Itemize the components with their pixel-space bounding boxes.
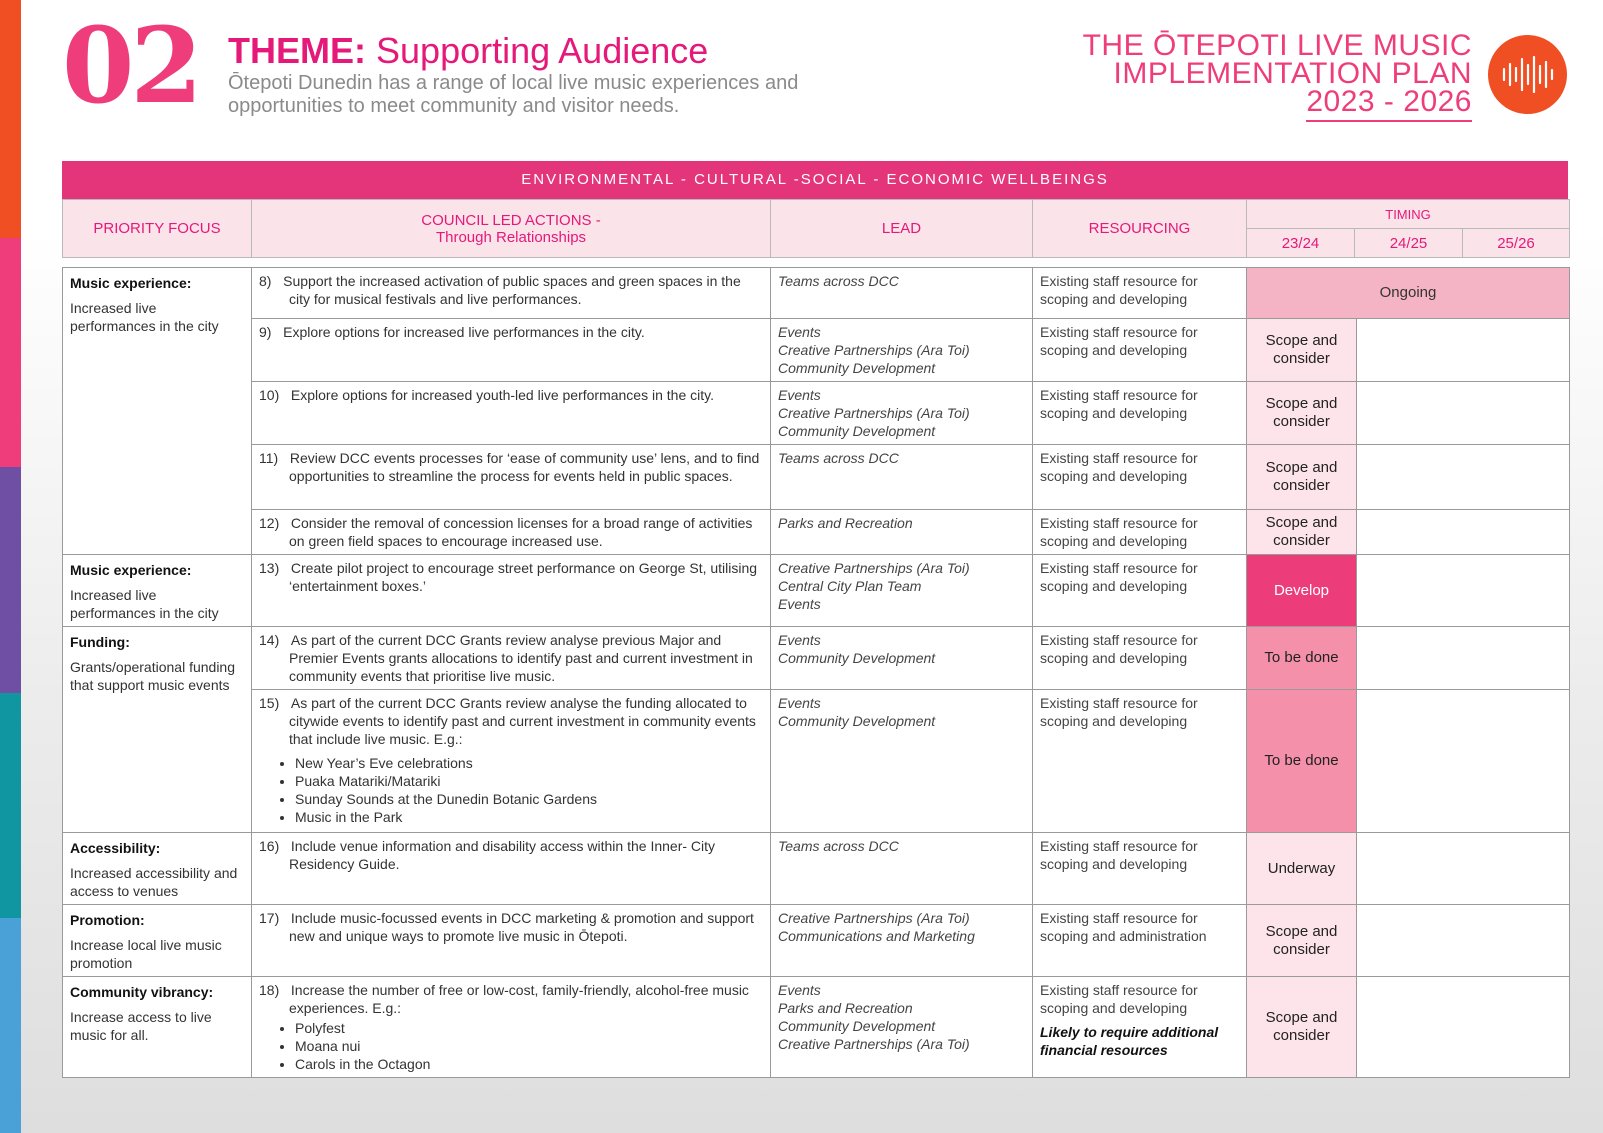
action-cell [252,555,771,627]
timing-status-ongoing: Ongoing [1247,268,1570,319]
wellbeings-banner: ENVIRONMENTAL - CULTURAL -SOCIAL - ECONOMIC WELLBEINGS [62,161,1568,199]
priority-cell [63,268,252,555]
header-timing: TIMING [1247,200,1570,229]
table-row [63,382,1570,445]
side-stripe [0,693,21,918]
lead-cell [771,445,1033,510]
resourcing-cell: Existing staff resource for scoping and developing [1033,555,1247,627]
action-cell [252,382,771,445]
lead-cell [771,268,1033,319]
list-item: • Puaka Matariki/Matariki [295,772,763,790]
lead-cell [771,690,1033,833]
lead-item: Creative Partnerships (Ara Toi) [778,910,970,926]
header-resourcing: RESOURCING [1033,200,1247,258]
header-priority-focus: PRIORITY FOCUS [63,200,252,258]
side-stripe [0,0,21,238]
table-row [63,268,1570,319]
action-cell [252,977,771,1078]
action-text: Include venue information and disability access within the Inner- City Residency Guide. [289,838,716,872]
lead-item: Events [778,596,821,612]
timing-empty [1357,833,1570,905]
example-list [281,1019,763,1073]
list-item: • Carols in the Octagon [295,1055,763,1073]
plan-title [1082,29,1472,122]
side-stripe [0,238,21,467]
lead-item: Events [778,695,821,711]
plan-title-line: IMPLEMENTATION PLAN [1113,57,1472,90]
priority-description: Grants/operational funding that support music events [70,659,235,693]
timing-empty [1357,627,1570,690]
resourcing-cell [1033,977,1247,1078]
lead-item: Community Development [778,360,936,376]
lead-cell [771,382,1033,445]
theme-number: 02 [62,4,199,127]
lead-cell [771,627,1033,690]
timing-status: Scope and consider [1247,510,1357,555]
lead-item: Creative Partnerships (Ara Toi) [778,342,970,358]
action-text: As part of the current DCC Grants review analyse previous Major and Premier Events grants allocations to identify past and current investment in community events that prioritise live music. [289,632,753,684]
table-row [63,905,1570,977]
lead-item: Community Development [778,423,936,439]
table-row [63,445,1570,510]
header-year: 25/26 [1463,229,1570,258]
table-row [63,833,1570,905]
resourcing-cell: Existing staff resource for scoping and developing [1033,510,1247,555]
resourcing-cell: Existing staff resource for scoping and developing [1033,382,1247,445]
priority-description: Increase local live music promotion [70,937,222,971]
column-header-table [62,199,1570,258]
list-item: • Sunday Sounds at the Dunedin Botanic Gardens [295,790,763,808]
timing-empty [1357,690,1570,833]
action-text: Increase the number of free or low-cost, family-friendly, alcohol-free music experiences. E.g.: [289,982,749,1016]
header-year: 23/24 [1247,229,1355,258]
table-row [63,555,1570,627]
lead-cell [771,905,1033,977]
resourcing-cell: Existing staff resource for scoping and administration [1033,905,1247,977]
timing-empty [1357,382,1570,445]
timing-empty [1357,445,1570,510]
action-cell [252,510,771,555]
action-text: Review DCC events processes for ‘ease of community use’ lens, and to find opportunities to streamline the process for events held in public spaces. [289,450,760,484]
lead-cell [771,555,1033,627]
timing-empty [1357,555,1570,627]
priority-description: Increased accessibility and access to venues [70,865,238,899]
action-number: 14) [259,632,280,648]
action-cell [252,445,771,510]
resourcing-cell: Existing staff resource for scoping and developing [1033,445,1247,510]
resourcing-cell: Existing staff resource for scoping and developing [1033,268,1247,319]
action-cell [252,627,771,690]
priority-cell [63,627,252,833]
priority-title: Music experience: [70,562,192,578]
lead-item: Creative Partnerships (Ara Toi) [778,1036,970,1052]
timing-status: Scope and consider [1247,977,1357,1078]
priority-description: Increase access to live music for all. [70,1009,212,1043]
timing-empty [1357,319,1570,382]
timing-empty [1357,905,1570,977]
lead-item: Communications and Marketing [778,928,975,944]
resourcing-cell: Existing staff resource for scoping and developing [1033,833,1247,905]
list-item: • Music in the Park [295,808,763,826]
table-row [63,510,1570,555]
lead-item: Community Development [778,650,936,666]
action-number: 9) [259,324,272,340]
lead-cell [771,319,1033,382]
action-number: 17) [259,910,280,926]
lead-item: Parks and Recreation [778,515,913,531]
lead-item: Parks and Recreation [778,1000,913,1016]
lead-item: Events [778,387,821,403]
priority-description: Increased live performances in the city [70,300,219,334]
action-number: 18) [259,982,280,998]
priority-description: Increased live performances in the city [70,587,219,621]
action-text: Consider the removal of concession licenses for a broad range of activities on green field spaces to encourage increased use. [289,515,753,549]
priority-cell [63,905,252,977]
header-council-actions [252,200,771,258]
action-cell [252,268,771,319]
resourcing-note: Likely to require additional financial resources [1040,1024,1219,1058]
lead-cell [771,977,1033,1078]
action-number: 13) [259,560,280,576]
action-text: Include music-focussed events in DCC marketing & promotion and support new and unique ways to promote live music in Ōtepoti. [289,910,754,944]
action-number: 10) [259,387,280,403]
action-text: As part of the current DCC Grants review analyse the funding allocated to citywide events to identify past and current investment in community events that include live music. E.g.: [289,695,756,747]
action-text: Support the increased activation of public spaces and green spaces in the city for musical festivals and live performances. [283,273,741,307]
lead-item: Events [778,324,821,340]
lead-item: Teams across DCC [778,838,899,854]
action-text: Explore options for increased youth-led live performances in the city. [290,387,714,403]
soundwave-icon [1488,35,1567,114]
header-year: 24/25 [1355,229,1463,258]
priority-cell [63,555,252,627]
action-cell [252,690,771,833]
lead-item: Teams across DCC [778,273,899,289]
timing-status: To be done [1247,627,1357,690]
header-lead: LEAD [771,200,1033,258]
action-cell [252,905,771,977]
plan-title-line: THE ŌTEPOTI LIVE MUSIC [1082,29,1472,62]
timing-status: Underway [1247,833,1357,905]
timing-empty [1357,510,1570,555]
table-row [63,977,1570,1078]
priority-cell [63,833,252,905]
timing-status-develop: Develop [1247,555,1357,627]
lead-cell [771,833,1033,905]
theme-heading [228,30,708,72]
lead-item: Community Development [778,1018,936,1034]
lead-item: Central City Plan Team [778,578,922,594]
example-list [281,754,763,826]
resourcing-cell: Existing staff resource for scoping and developing [1033,319,1247,382]
resourcing-text: Existing staff resource for scoping and developing [1040,982,1198,1016]
table-row [63,627,1570,690]
lead-item: Events [778,982,821,998]
action-cell [252,319,771,382]
action-text: Explore options for increased live performances in the city. [283,324,645,340]
plan-title-years: 2023 - 2026 [1306,88,1472,122]
lead-item: Community Development [778,713,936,729]
timing-status: Scope and consider [1247,319,1357,382]
theme-label: THEME: [228,30,366,71]
header-actions-line: COUNCIL LED ACTIONS - [421,211,601,229]
table-row [63,319,1570,382]
action-cell [252,833,771,905]
priority-title: Promotion: [70,912,145,928]
priority-title: Community vibrancy: [70,984,214,1000]
action-number: 12) [259,515,280,531]
table-row [63,690,1570,833]
list-item: • Polyfest [295,1019,763,1037]
resourcing-cell: Existing staff resource for scoping and developing [1033,627,1247,690]
actions-table [62,267,1570,1078]
priority-title: Funding: [70,634,130,650]
action-number: 15) [259,695,280,711]
resourcing-cell: Existing staff resource for scoping and developing [1033,690,1247,833]
timing-status: Scope and consider [1247,382,1357,445]
timing-empty [1357,977,1570,1078]
lead-item: Creative Partnerships (Ara Toi) [778,405,970,421]
lead-item: Teams across DCC [778,450,899,466]
action-number: 8) [259,273,272,289]
action-number: 16) [259,838,280,854]
header-actions-line: Through Relationships [435,228,587,246]
lead-cell [771,510,1033,555]
lead-item: Events [778,632,821,648]
timing-status: Scope and consider [1247,905,1357,977]
action-text: Create pilot project to encourage street performance on George St, utilising ‘entertainment boxes.’ [289,560,758,594]
side-stripe [0,467,21,693]
priority-title: Music experience: [70,275,192,291]
priority-title: Accessibility: [70,840,161,856]
theme-title: Supporting Audience [376,30,709,71]
action-number: 11) [259,450,279,466]
lead-item: Creative Partnerships (Ara Toi) [778,560,970,576]
side-stripe [0,918,21,1133]
timing-status: Scope and consider [1247,445,1357,510]
timing-status: To be done [1247,690,1357,833]
list-item: • Moana nui [295,1037,763,1055]
list-item: • New Year’s Eve celebrations [295,754,763,772]
theme-subtitle: Ōtepoti Dunedin has a range of local live music experiences and opportunities to meet community and visitor needs. [228,72,799,117]
priority-cell [63,977,252,1078]
